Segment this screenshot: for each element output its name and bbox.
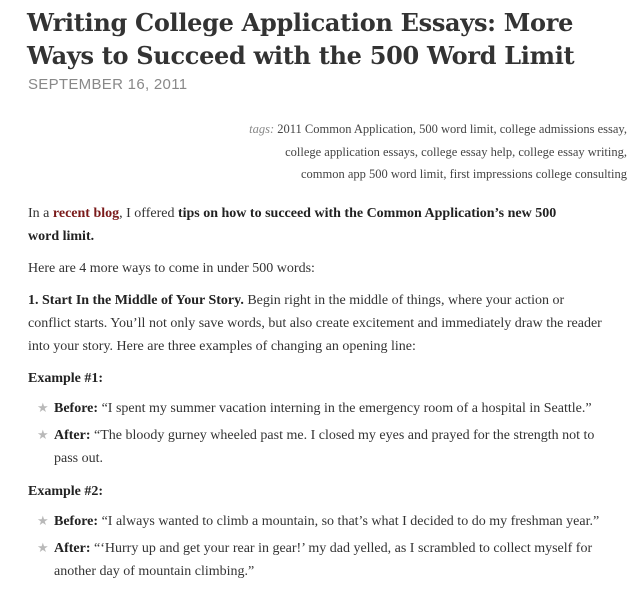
intro-bold-2: word limit <box>28 229 91 244</box>
star-icon: ★ <box>37 541 49 556</box>
section-1-heading: 1. Start In the Middle of Your Story. <box>28 293 244 308</box>
example-1-before: Before: “I spent my summer vacation interning in the emergency room of a hospital in Seattle.” <box>54 401 592 416</box>
example-2-before: Before: “I always wanted to climb a mountain, so that’s what I decided to do my freshman year.” <box>54 514 600 529</box>
tags-line-2[interactable]: college application essays, college essay help, college essay writing, <box>285 144 627 159</box>
intro-bold-1: tips on how to succeed with the Common Application’s new 500 <box>177 206 557 221</box>
star-icon: ★ <box>37 401 49 416</box>
post-title: Writing College Application Essays: More Ways to Succeed with the 500 Word Limit <box>27 8 575 70</box>
post-date: SEPTEMBER 16, 2011 <box>28 76 188 93</box>
example-1-heading: Example #1: <box>28 371 104 386</box>
tags-label: tags: <box>249 122 275 136</box>
tags-line-1 <box>207 118 627 141</box>
example-2-heading: Example #2: <box>28 484 104 499</box>
tags-list-1[interactable]: 2011 Common Application, 500 word limit, college admissions essay, <box>277 122 627 136</box>
section-1-paragraph: 1. Start In the Middle of Your Story. Begin right in the middle of things, where your action or conflict starts. You’ll not only save words, but also create excitement and immediately draw the reader into your story. Here are three examples of changing an opening line: <box>28 293 602 354</box>
star-icon: ★ <box>37 428 49 443</box>
post-tags <box>207 118 627 186</box>
recent-blog-link[interactable]: recent blog <box>52 206 120 221</box>
star-icon: ★ <box>37 514 49 529</box>
example-2-after: After: “‘Hurry up and get your rear in gear!’ my dad yelled, as I scrambled to collect myself for another day of mountain climbing.” <box>54 541 593 579</box>
tags-line-3[interactable]: common app 500 word limit, first impressions college consulting <box>300 167 627 181</box>
lead-paragraph: Here are 4 more ways to come in under 500 words: <box>28 261 315 276</box>
intro-paragraph: In a recent blog, I offered tips on how to succeed with the Common Application’s new 500 word limit. <box>28 206 557 244</box>
example-1-after: After: “The bloody gurney wheeled past me. I closed my eyes and prayed for the strength not to pass out. <box>54 428 595 466</box>
